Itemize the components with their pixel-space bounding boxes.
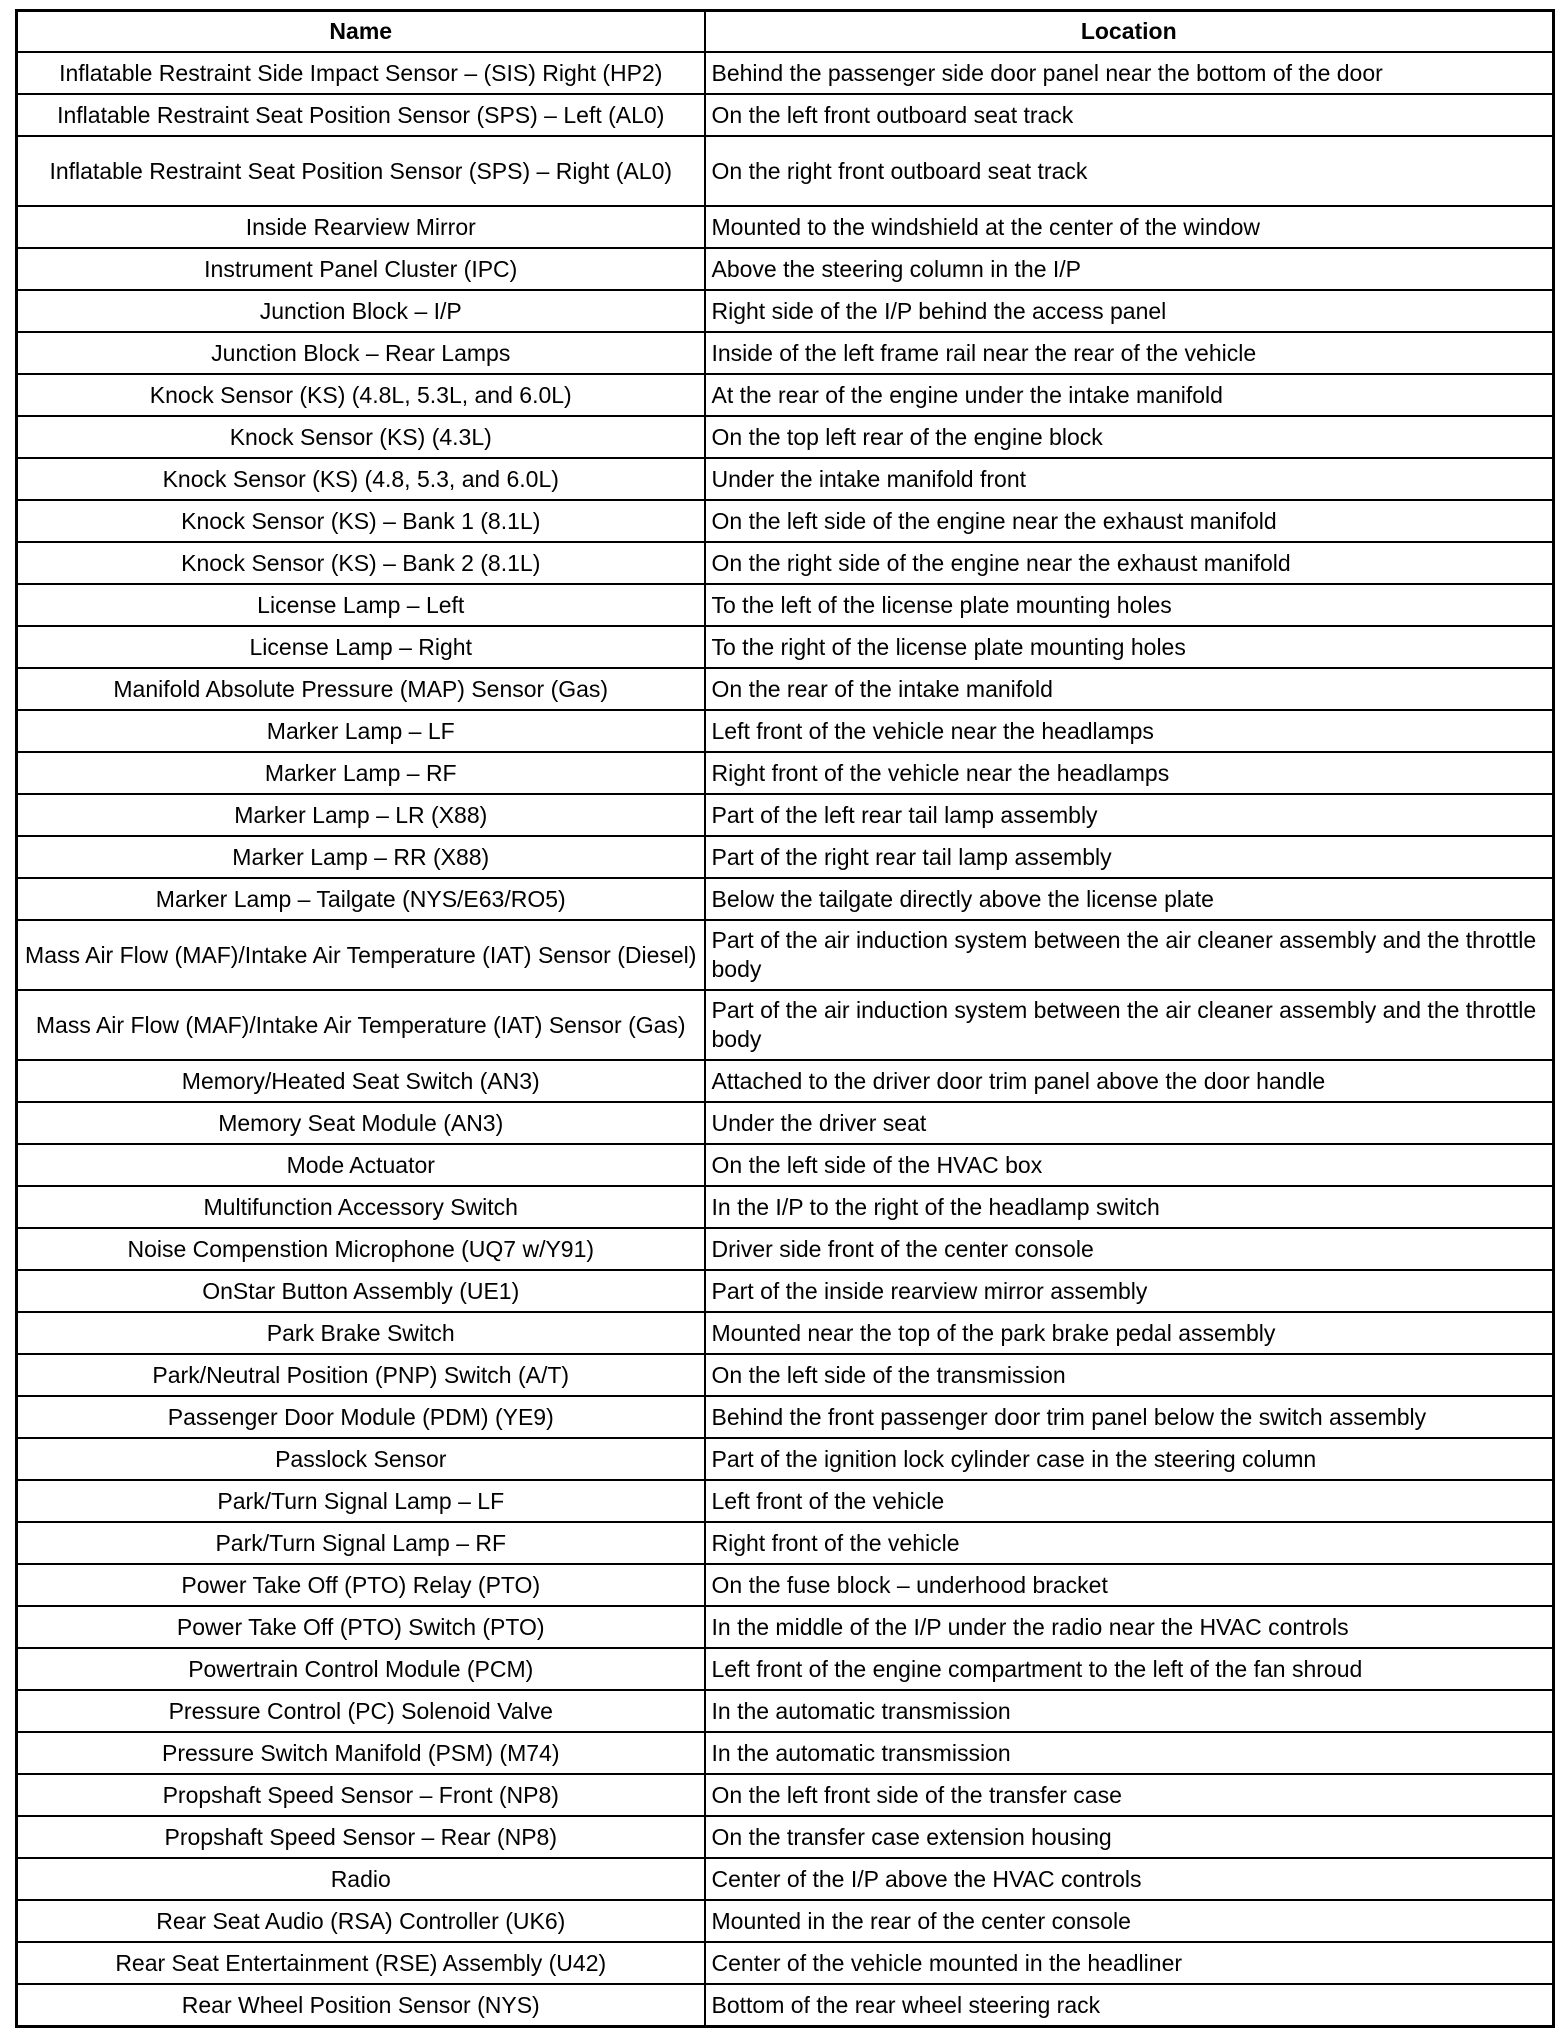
component-name-cell: Knock Sensor (KS) (4.8L, 5.3L, and 6.0L)	[17, 374, 705, 416]
component-location-cell: Mounted near the top of the park brake pedal assembly	[705, 1312, 1554, 1354]
component-name-cell: Memory/Heated Seat Switch (AN3)	[17, 1060, 705, 1102]
component-location-cell: Part of the air induction system between the air cleaner assembly and the throttle body	[705, 990, 1554, 1060]
component-name-cell: Inside Rearview Mirror	[17, 206, 705, 248]
component-name-cell: Power Take Off (PTO) Relay (PTO)	[17, 1564, 705, 1606]
component-name-cell: Inflatable Restraint Seat Position Sensor (SPS) – Right (AL0)	[17, 136, 705, 206]
component-location-cell: Attached to the driver door trim panel above the door handle	[705, 1060, 1554, 1102]
component-name-cell: Rear Wheel Position Sensor (NYS)	[17, 1984, 705, 2027]
component-location-cell: Right front of the vehicle near the headlamps	[705, 752, 1554, 794]
component-name-cell: Park/Turn Signal Lamp – LF	[17, 1480, 705, 1522]
component-location-cell: To the left of the license plate mounting holes	[705, 584, 1554, 626]
component-name-cell: Mass Air Flow (MAF)/Intake Air Temperature (IAT) Sensor (Diesel)	[17, 920, 705, 990]
component-location-cell: On the left side of the HVAC box	[705, 1144, 1554, 1186]
component-name-cell: Knock Sensor (KS) (4.8, 5.3, and 6.0L)	[17, 458, 705, 500]
table-row	[17, 1942, 1554, 1984]
table-row	[17, 416, 1554, 458]
component-name-cell: Park Brake Switch	[17, 1312, 705, 1354]
table-row	[17, 668, 1554, 710]
component-location-table	[15, 9, 1555, 2028]
table-row	[17, 136, 1554, 206]
component-name-cell: Pressure Switch Manifold (PSM) (M74)	[17, 1732, 705, 1774]
component-name-cell: Mode Actuator	[17, 1144, 705, 1186]
component-location-cell: Right side of the I/P behind the access panel	[705, 290, 1554, 332]
table-body	[17, 52, 1554, 2027]
component-location-cell: Below the tailgate directly above the license plate	[705, 878, 1554, 920]
table-row	[17, 1354, 1554, 1396]
component-location-cell: Part of the air induction system between the air cleaner assembly and the throttle body	[705, 920, 1554, 990]
component-name-cell: Rear Seat Entertainment (RSE) Assembly (U42)	[17, 1942, 705, 1984]
component-location-cell: Above the steering column in the I/P	[705, 248, 1554, 290]
table-row	[17, 836, 1554, 878]
component-location-cell: On the transfer case extension housing	[705, 1816, 1554, 1858]
table-row	[17, 1984, 1554, 2027]
table-row	[17, 1564, 1554, 1606]
table-row	[17, 1480, 1554, 1522]
table-row	[17, 878, 1554, 920]
table-row	[17, 1522, 1554, 1564]
component-location-cell: On the right front outboard seat track	[705, 136, 1554, 206]
component-location-cell: Left front of the vehicle near the headlamps	[705, 710, 1554, 752]
component-location-cell: Left front of the engine compartment to the left of the fan shroud	[705, 1648, 1554, 1690]
component-name-cell: Marker Lamp – RF	[17, 752, 705, 794]
component-name-cell: Knock Sensor (KS) – Bank 2 (8.1L)	[17, 542, 705, 584]
component-name-cell: Marker Lamp – RR (X88)	[17, 836, 705, 878]
header-location: Location	[705, 11, 1554, 53]
table-row	[17, 710, 1554, 752]
table-row	[17, 1312, 1554, 1354]
component-location-cell: In the middle of the I/P under the radio near the HVAC controls	[705, 1606, 1554, 1648]
component-name-cell: Marker Lamp – LF	[17, 710, 705, 752]
table-row	[17, 920, 1554, 990]
table-row	[17, 1270, 1554, 1312]
component-name-cell: Inflatable Restraint Seat Position Sensor (SPS) – Left (AL0)	[17, 94, 705, 136]
component-location-cell: In the automatic transmission	[705, 1732, 1554, 1774]
table-row	[17, 500, 1554, 542]
component-name-cell: Knock Sensor (KS) – Bank 1 (8.1L)	[17, 500, 705, 542]
component-name-cell: Inflatable Restraint Side Impact Sensor – (SIS) Right (HP2)	[17, 52, 705, 94]
component-location-cell: Behind the front passenger door trim panel below the switch assembly	[705, 1396, 1554, 1438]
component-location-cell: On the left front outboard seat track	[705, 94, 1554, 136]
table-row	[17, 626, 1554, 668]
component-name-cell: Pressure Control (PC) Solenoid Valve	[17, 1690, 705, 1732]
component-location-cell: In the automatic transmission	[705, 1690, 1554, 1732]
component-location-cell: Mounted in the rear of the center console	[705, 1900, 1554, 1942]
table-row	[17, 1228, 1554, 1270]
component-location-cell: Center of the vehicle mounted in the headliner	[705, 1942, 1554, 1984]
component-location-cell: Left front of the vehicle	[705, 1480, 1554, 1522]
table-row	[17, 1732, 1554, 1774]
component-name-cell: Junction Block – I/P	[17, 290, 705, 332]
component-location-cell: On the rear of the intake manifold	[705, 668, 1554, 710]
component-location-cell: On the left side of the transmission	[705, 1354, 1554, 1396]
component-name-cell: Power Take Off (PTO) Switch (PTO)	[17, 1606, 705, 1648]
component-location-cell: On the left front side of the transfer case	[705, 1774, 1554, 1816]
component-location-cell: Center of the I/P above the HVAC controls	[705, 1858, 1554, 1900]
component-location-cell: On the fuse block – underhood bracket	[705, 1564, 1554, 1606]
component-location-cell: Mounted to the windshield at the center of the window	[705, 206, 1554, 248]
component-location-cell: On the left side of the engine near the exhaust manifold	[705, 500, 1554, 542]
component-name-cell: License Lamp – Left	[17, 584, 705, 626]
component-location-cell: Driver side front of the center console	[705, 1228, 1554, 1270]
table-row	[17, 1438, 1554, 1480]
table-row	[17, 458, 1554, 500]
table-row	[17, 1858, 1554, 1900]
table-row	[17, 1774, 1554, 1816]
component-name-cell: OnStar Button Assembly (UE1)	[17, 1270, 705, 1312]
table-row	[17, 94, 1554, 136]
component-name-cell: Marker Lamp – LR (X88)	[17, 794, 705, 836]
component-location-cell: Part of the inside rearview mirror assembly	[705, 1270, 1554, 1312]
table-row	[17, 206, 1554, 248]
table-row	[17, 1648, 1554, 1690]
table-row	[17, 1144, 1554, 1186]
component-location-cell: On the top left rear of the engine block	[705, 416, 1554, 458]
component-name-cell: Instrument Panel Cluster (IPC)	[17, 248, 705, 290]
component-location-cell: Part of the left rear tail lamp assembly	[705, 794, 1554, 836]
component-location-cell: Behind the passenger side door panel near the bottom of the door	[705, 52, 1554, 94]
component-location-cell: On the right side of the engine near the exhaust manifold	[705, 542, 1554, 584]
table-row	[17, 1816, 1554, 1858]
component-location-cell: At the rear of the engine under the intake manifold	[705, 374, 1554, 416]
component-location-cell: Part of the right rear tail lamp assembly	[705, 836, 1554, 878]
component-name-cell: Radio	[17, 1858, 705, 1900]
component-name-cell: Multifunction Accessory Switch	[17, 1186, 705, 1228]
table-row	[17, 542, 1554, 584]
component-location-cell: Part of the ignition lock cylinder case in the steering column	[705, 1438, 1554, 1480]
component-location-cell: To the right of the license plate mounting holes	[705, 626, 1554, 668]
table-row	[17, 374, 1554, 416]
component-name-cell: Mass Air Flow (MAF)/Intake Air Temperature (IAT) Sensor (Gas)	[17, 990, 705, 1060]
component-location-cell: Under the intake manifold front	[705, 458, 1554, 500]
component-location-cell: Right front of the vehicle	[705, 1522, 1554, 1564]
component-name-cell: Memory Seat Module (AN3)	[17, 1102, 705, 1144]
table-row	[17, 1900, 1554, 1942]
component-name-cell: Junction Block – Rear Lamps	[17, 332, 705, 374]
table-row	[17, 584, 1554, 626]
component-name-cell: Park/Turn Signal Lamp – RF	[17, 1522, 705, 1564]
component-location-cell: Under the driver seat	[705, 1102, 1554, 1144]
table-row	[17, 52, 1554, 94]
component-name-cell: Passlock Sensor	[17, 1438, 705, 1480]
component-location-cell: Bottom of the rear wheel steering rack	[705, 1984, 1554, 2027]
table-row	[17, 332, 1554, 374]
component-name-cell: Marker Lamp – Tailgate (NYS/E63/RO5)	[17, 878, 705, 920]
component-name-cell: Park/Neutral Position (PNP) Switch (A/T)	[17, 1354, 705, 1396]
table-row	[17, 1396, 1554, 1438]
table-row	[17, 1606, 1554, 1648]
component-name-cell: Knock Sensor (KS) (4.3L)	[17, 416, 705, 458]
table-row	[17, 1060, 1554, 1102]
table-row	[17, 1186, 1554, 1228]
table-row	[17, 290, 1554, 332]
table-row	[17, 1102, 1554, 1144]
component-name-cell: Propshaft Speed Sensor – Front (NP8)	[17, 1774, 705, 1816]
component-name-cell: Manifold Absolute Pressure (MAP) Sensor (Gas)	[17, 668, 705, 710]
component-name-cell: Powertrain Control Module (PCM)	[17, 1648, 705, 1690]
component-name-cell: Propshaft Speed Sensor – Rear (NP8)	[17, 1816, 705, 1858]
table-row	[17, 990, 1554, 1060]
header-name: Name	[17, 11, 705, 53]
component-name-cell: Noise Compenstion Microphone (UQ7 w/Y91)	[17, 1228, 705, 1270]
component-name-cell: Rear Seat Audio (RSA) Controller (UK6)	[17, 1900, 705, 1942]
component-location-cell: Inside of the left frame rail near the rear of the vehicle	[705, 332, 1554, 374]
component-name-cell: Passenger Door Module (PDM) (YE9)	[17, 1396, 705, 1438]
table-row	[17, 248, 1554, 290]
table-row	[17, 794, 1554, 836]
component-location-cell: In the I/P to the right of the headlamp switch	[705, 1186, 1554, 1228]
table-row	[17, 752, 1554, 794]
table-row	[17, 1690, 1554, 1732]
table-header-row	[17, 11, 1554, 53]
component-name-cell: License Lamp – Right	[17, 626, 705, 668]
